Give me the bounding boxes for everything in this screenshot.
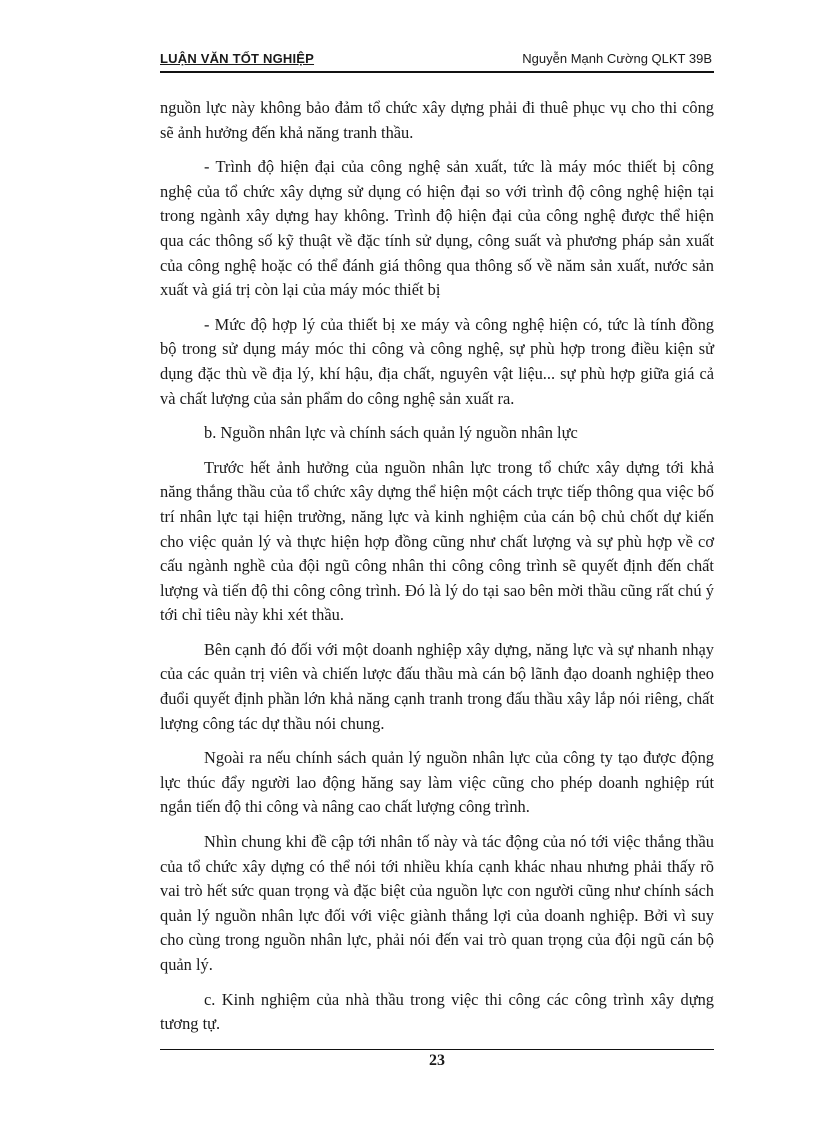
author-name: Nguyễn Mạnh Cường QLKT 39B — [522, 51, 712, 66]
thesis-title: LUẬN VĂN TỐT NGHIỆP — [160, 51, 315, 66]
footer-divider — [160, 1049, 714, 1050]
paragraph-hr-policy: Ngoài ra nếu chính sách quản lý nguồn nhân lực của công ty tạo được động lực thúc đẩy người lao động hăng say làm việc cũng cho phép doanh nghiệp rút ngắn tiến độ thi công và nâng cao chất lượng công trình. — [160, 748, 714, 817]
paragraph-management-capability: Bên cạnh đó đối với một doanh nghiệp xây dựng, năng lực và sự nhanh nhạy của các quản trị viên và chiến lược đấu thầu mà cán bộ lãnh đạo doanh nghiệp theo đuổi quyết định phần lớn khả năng cạnh tranh trong đấu thầu xây lắp nói riêng, chất lượng công tác dự thầu nói chung. — [160, 639, 714, 733]
document-body — [160, 96, 714, 1047]
section-heading-human-resources: b. Nguồn nhân lực và chính sách quản lý nguồn nhân lực — [204, 423, 578, 443]
paragraph-technology-level: - Trình độ hiện đại của công nghệ sản xuất, tức là máy móc thiết bị công nghệ của tổ chức xây dựng sử dụng có hiện đại so với trình độ công nghệ hiện tại trong ngành xây dựng hay không. Trình độ hiện đại của công nghệ được thể hiện qua các thông số kỹ thuật về đặc tính sử dụng, công suất và phương pháp sản xuất của công nghệ hoặc có thể đánh giá thông qua thông số về năm sản xuất, nước sản xuất và giá trị còn lại của máy móc thiết bị — [160, 157, 714, 300]
page-number: 23 — [429, 1052, 445, 1069]
paragraph-human-resources-impact: Trước hết ảnh hưởng của nguồn nhân lực trong tổ chức xây dựng tới khả năng thắng thầu của tổ chức xây dựng thể hiện một cách trực tiếp thông qua việc bố trí nhân lực tại hiện trường, năng lực và kinh nghiệm của cán bộ chủ chốt dự kiến cho việc quản lý và thực hiện hợp đồng cũng như chất lượng và sự phù hợp về cơ cấu ngành nghề của đội ngũ công nhân thi công công trình sẽ quyết định đến chất lượng và tiến độ thi công công trình. Đó là lý do tại sao bên mời thầu cũng rất chú ý tới chỉ tiêu này khi xét thầu. — [160, 457, 714, 625]
paragraph-continuation: nguồn lực này không bảo đảm tổ chức xây dựng phải đi thuê phục vụ cho thi công sẽ ảnh hưởng đến khả năng tranh thầu. — [160, 98, 714, 142]
paragraph-equipment-rationality: - Mức độ hợp lý của thiết bị xe máy và công nghệ hiện có, tức là tính đồng bộ trong sử dụng máy móc thi công và công nghệ, sự phù hợp trong điều kiện sử dụng đặc thù về địa lý, khí hậu, địa chất, nguyên vật liệu... sự phù hợp giữa giá cả và chất lượng của sản phẩm do công nghệ sản xuất ra. — [160, 314, 714, 408]
section-heading-experience: c. Kinh nghiệm của nhà thầu trong việc thi công các công trình xây dựng tương tự. — [160, 989, 714, 1034]
page-header — [160, 49, 714, 73]
paragraph-summary: Nhìn chung khi đề cập tới nhân tố này và tác động của nó tới việc thắng thầu của tổ chức xây dựng có thể nói tới nhiều khía cạnh khác nhau nhưng phải thấy rõ vai trò hết sức quan trọng và đặc biệt của nguồn lực con người cũng như chính sách quản lý nguồn nhân lực đối với việc giành thắng lợi của doanh nghiệp. Bởi vì suy cho cùng trong nguồn nhân lực, phải nói đến vai trò quan trọng của đội ngũ cán bộ quản lý. — [160, 832, 714, 974]
